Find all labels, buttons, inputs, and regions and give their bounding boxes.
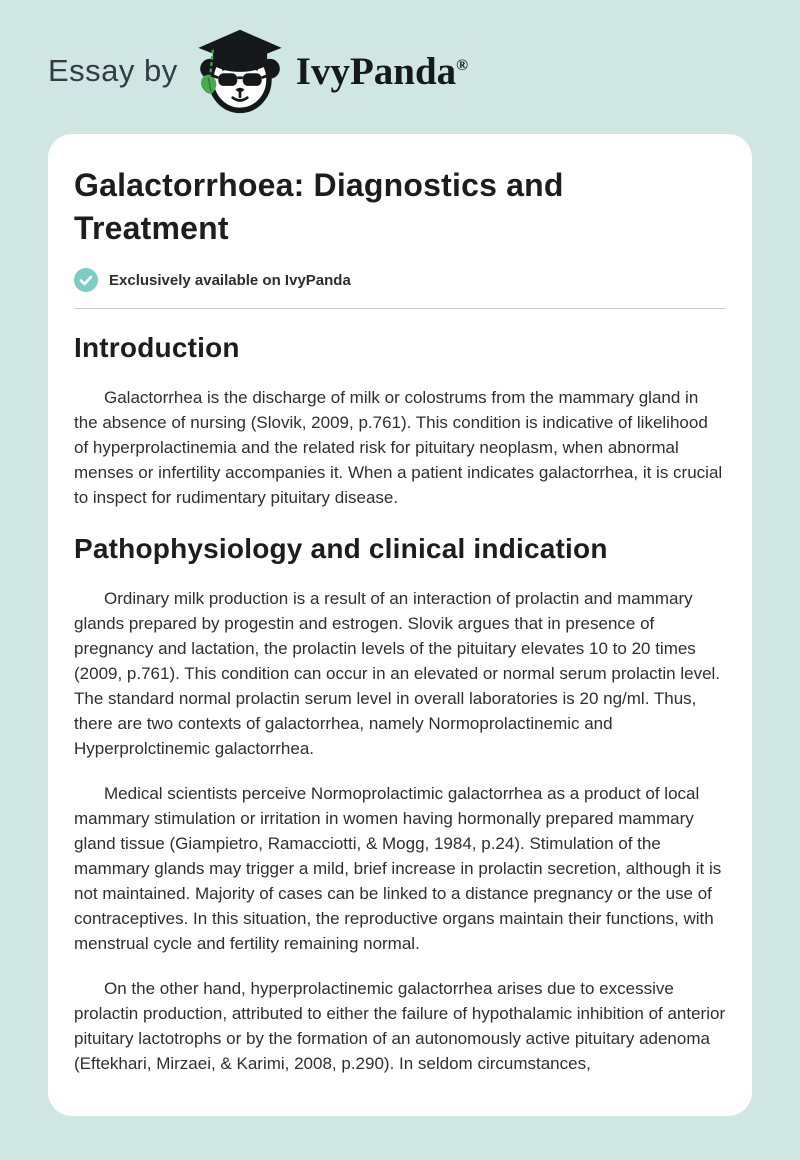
pathophysiology-heading: Pathophysiology and clinical indication [74,533,608,564]
introduction-heading: Introduction [74,332,240,363]
essay-card [48,134,752,1116]
brand-text: IvyPanda [295,49,457,93]
registered-trademark-symbol: ® [456,56,469,74]
pathophysiology-paragraph-2: Medical scientists perceive Normoprolactimic galactorrhea as a product of local mammary stimulation or irritation in women having hormonally prepared mammary gland tissue (Giampietro, Ramacciotti, & Mogg, 1984, p.24). Stimulation of the mammary glands may trigger a mild, brief increase in prolactin secretion, although it is not maintained. Majority of cases can be linked to a distance pregnancy or the use of contraceptives. In this situation, the reproductive organs maintain their functions, with menstrual cycle and fertility remaining normal. [74,784,722,953]
essay-by-label: Essay by [48,53,178,88]
pathophysiology-paragraph-3: On the other hand, hyperprolactinemic galactorrhea arises due to excessive prolactin production, attributed to either the failure of hypothalamic inhibition of anterior pituitary lactotrophs or by the formation of an autonomously active pituitary adenoma (Eftekhari, Mirzaei, & Karimi, 2008, p.290). In seldom circumstances, [74,979,726,1073]
section-pathophysiology [74,532,726,1076]
essay-title: Galactorrhoea: Diagnostics and Treatment [74,167,564,246]
divider [74,308,726,309]
site-header [0,0,800,114]
section-introduction [74,331,726,510]
pathophysiology-paragraph-1: Ordinary milk production is a result of an interaction of prolactin and mammary glands prepared by progestin and estrogen. Slovik argues that in presence of pregnancy and lactation, the prolactin levels of the pituitary elevates 10 to 20 times (2009, p.761). This condition can occur in an elevated or normal serum prolactin level. The standard normal prolactin serum level in overall laboratories is 20 ng/ml. Thus, there are two contexts of galactorrhea, namely Normoprolactinemic and Hyperprolctinemic galactorrhea. [74,589,721,758]
introduction-paragraph: Galactorrhea is the discharge of milk or colostrums from the mammary gland in the absence of nursing (Slovik, 2009, p.761). This condition is indicative of likelihood of hyperprolactinemia and the related risk for pituitary neoplasm, when abnormal menses or infertility accompanies it. When a patient indicates galactorrhea, it is crucial to inspect for rudimentary pituitary disease. [74,388,723,507]
check-circle-icon [74,268,98,292]
availability-label: Exclusively available on IvyPanda [109,271,351,289]
ivypanda-logo-icon[interactable] [194,28,286,114]
brand-name[interactable] [295,49,469,93]
availability-badge [74,268,726,292]
